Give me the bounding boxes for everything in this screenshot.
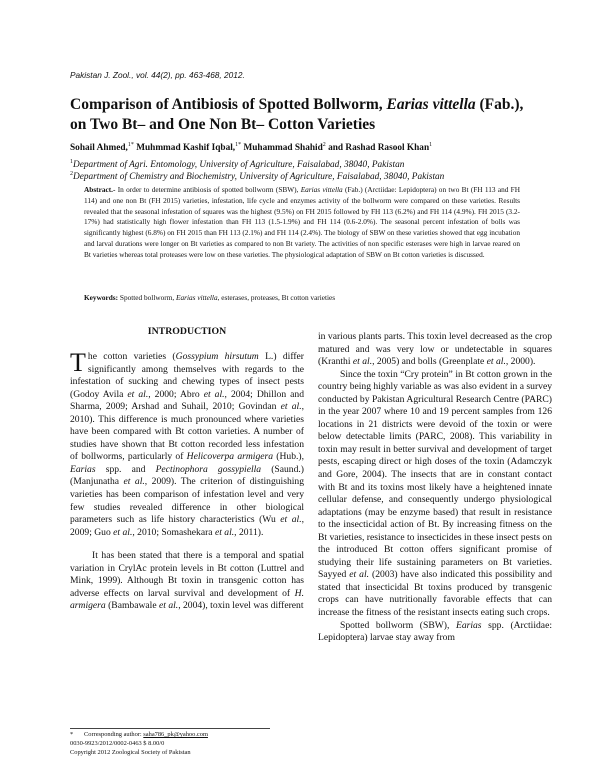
abstract-text: In order to determine antibiosis of spotted bollworm (SBW), [115, 185, 301, 194]
text: , 2004), toxin level was different [178, 600, 304, 612]
keywords-text: , esterases, proteases, Bt cotton varieties [217, 293, 336, 302]
etal: et al. [349, 569, 370, 581]
affiliation-mark: 1 [70, 159, 73, 165]
keywords-text: Spotted bollworm, [118, 293, 177, 302]
title-species: Earias vittella [386, 96, 476, 113]
author-list [70, 142, 540, 153]
author-mark: 1* [127, 142, 134, 148]
title-text-end: (Fab.), on Two Bt– and One Non Bt– Cotton Varieties [70, 96, 524, 133]
paragraph [70, 550, 304, 613]
paragraph [318, 369, 552, 620]
section-heading: INTRODUCTION [147, 326, 227, 337]
species: H. armigera [70, 587, 304, 612]
etal: et al. [159, 600, 179, 612]
text: It has been stated that there is a temporal and spatial variation in CrylAc protein levels in Bt cotton (Luttrel and Mink, 1999). Although Bt toxin in transgenic cotton has adverse effects on larval survival and development of [70, 550, 304, 599]
text: , 2000; Abro [148, 388, 204, 400]
text: Since the toxin “Cry protein” in Bt cotton grown in the country being highly variable as was also evident in a survey conducted by Pakistan Agricultural Research Centre (PARC) in the year 2007 where 10 and 19 percent samples from 126 locations in 21 districts were devoid of the toxin or were below detectable limits (PARC, 2008). This variability in toxin may result in better survival and development of target pests, escaping direct or high doses of the toxin (Adamczyk and Gore, 2004). The insects that are in constant contact with Bt and its toxins most likely have a heightened innate cellular defense, and consequently undergo physiological adaptations (may be enzyme based) that result in resistance to the insecticidal action of Bt. By increasing fitness on the Bt varieties, resistance to insecticides in these insect pests on the introduced Bt cotton offers significant promise of studying their life sustaining parameters on Bt varieties. Sayyed [318, 368, 552, 581]
author-name: Muhammad Shahid [241, 143, 323, 154]
affiliation-mark: 2 [70, 171, 73, 177]
keywords-label: Keywords: [84, 293, 119, 302]
etal: et al. [203, 388, 225, 400]
text: (2003) have also indicated this possibility and stated that insecticidal Bt toxins produced by transgenic crops can have nutritionally favorable effects that can increase the fitness of the resistant insects eating such crops. [318, 569, 552, 619]
text: (Saund.) (Manjunatha [70, 463, 304, 488]
species: Earias [455, 619, 482, 631]
species: Helicoverpa armigera [186, 451, 274, 463]
abstract-species: Earias vittella [300, 185, 343, 194]
author-mark: 1* [235, 142, 242, 148]
etal: et al. [113, 526, 133, 538]
paper-title [70, 95, 540, 135]
species: Earias [70, 463, 96, 475]
abstract [84, 185, 520, 261]
paragraph [318, 620, 552, 645]
left-column [70, 348, 305, 613]
text: he cotton varieties ( [87, 351, 176, 362]
text: L.) differ significantly among themselves with regards to the infestation of sucking and chewing types of insect pests (Godoy Avila [70, 351, 304, 400]
etal: et al. [280, 401, 302, 413]
etal: et al. [280, 514, 302, 526]
drop-cap: T [70, 348, 86, 377]
footnote-rule [70, 728, 270, 729]
etal: et al. [486, 356, 506, 368]
author-name: Muhmmad Kashif Iqbal, [133, 143, 236, 154]
text: Spotted bollworm (SBW), [340, 619, 456, 631]
text: (Hub.), [273, 451, 305, 463]
right-column [318, 331, 552, 645]
etal: et al. [127, 388, 149, 400]
text: , 2011). [234, 526, 264, 538]
affiliation [70, 168, 540, 183]
affiliation-text: Department of Agri. Entomology, University of Agriculture, Faisalabad, 38040, Pakistan [73, 160, 405, 171]
footnote-label: Corresponding author: [84, 731, 144, 738]
author-name: Sohail Ahmed, [70, 143, 128, 154]
etal: et al. [123, 476, 145, 488]
text: , 2009; Guo [70, 514, 304, 538]
text: , 2000). [505, 356, 536, 368]
text: , 2004; Dhillon and Sharma, 2009; Arshad and Suhail, 2010; Govindan [70, 388, 305, 413]
etal: et al. [214, 526, 235, 538]
text: , 2010; Somashekara [132, 526, 215, 538]
species: Gossypium hirsutum [175, 351, 259, 362]
text: (Bambawale [105, 600, 159, 612]
journal-citation: Pakistan J. Zool., vol. 44(2), pp. 463-468, 2012. [70, 70, 245, 80]
footnote-corresponding [70, 731, 208, 739]
abstract-label: Abstract.- [84, 185, 116, 194]
paragraph [70, 348, 305, 539]
text: , 2010). This difference is much pronounced where varieties have been compared with Bt cotton varieties. A number of studies have shown that Bt cotton recorded less infestation of bollworms, particularly of [70, 401, 305, 463]
affiliation-text: Department of Chemistry and Biochemistry, University of Agriculture, Faisalabad, 38040, Pakistan [73, 172, 445, 183]
footnote-mark: * [70, 731, 74, 738]
keywords [84, 293, 520, 302]
text: , 2009). The criterion of distinguishing varieties has been comparison of infestation level and very few studies revealed difference in other biological parameters such as life history characteristics (Wu [70, 476, 305, 526]
author-mark: 2 [322, 142, 326, 148]
title-text: Comparison of Antibiosis of Spotted Bollworm, [70, 96, 387, 113]
species: Pectinophora gossypiella [155, 463, 262, 475]
author-mark: 1 [429, 142, 433, 148]
text: spp. (Arctiidae: Lepidoptera) larvae stay away from [318, 619, 552, 644]
author-name: and Rashad Rasool Khan [325, 143, 430, 154]
email-link[interactable]: saha786_pk@yahoo.com [143, 731, 208, 738]
footnote-copyright: Copyright 2012 Zoological Society of Pakistan [70, 749, 191, 756]
abstract-text: (Fab.) (Arctiidae: Lepidoptera) on two Bt (FH 113 and FH 114) and one non Bt (FH 2015) varieties, infestation, life cycle and enzymes activity of the bollworm were compared on these varieties. Results revealed that the seasonal infestation of squares was the highest (9.5%) on FH 2015 followed by FH 113 (6.2%) and FH 114 (4.9%). FH 2015 (3.2-17%) had statistically high flower infestation than FH 113 (1.5-1.9%) and FH 114 (0.6-2.0%). The seasonal percent infestation of bolls was significantly highest (6.8%) on FH 2015 than FH 113 (2.1%) and FH 114 (2.4%). The biology of SBW on these varieties showed that egg incubation and larval durations were longer on Bt varieties as compared to non Bt variety. The activities of non specific esterases were high in larvae reared on Bt varieties whereas total proteases were low on these varieties. The physiological adaptation of SBW on Bt cotton varieties is discussed. [84, 185, 520, 259]
text: , 2005) and bolls (Greenplate [372, 356, 487, 368]
footnote-issn: 0030-9923/2012/0002-0463 $ 8.00/0 [70, 740, 165, 747]
etal: et al. [352, 356, 373, 368]
text: spp. and [95, 463, 156, 475]
text: in various plants parts. This toxin level decreased as the crop matured and was very low or undetectable in squares (Kranthi [318, 331, 552, 368]
paragraph [318, 331, 552, 369]
keywords-species: Earias vittella [176, 293, 218, 302]
